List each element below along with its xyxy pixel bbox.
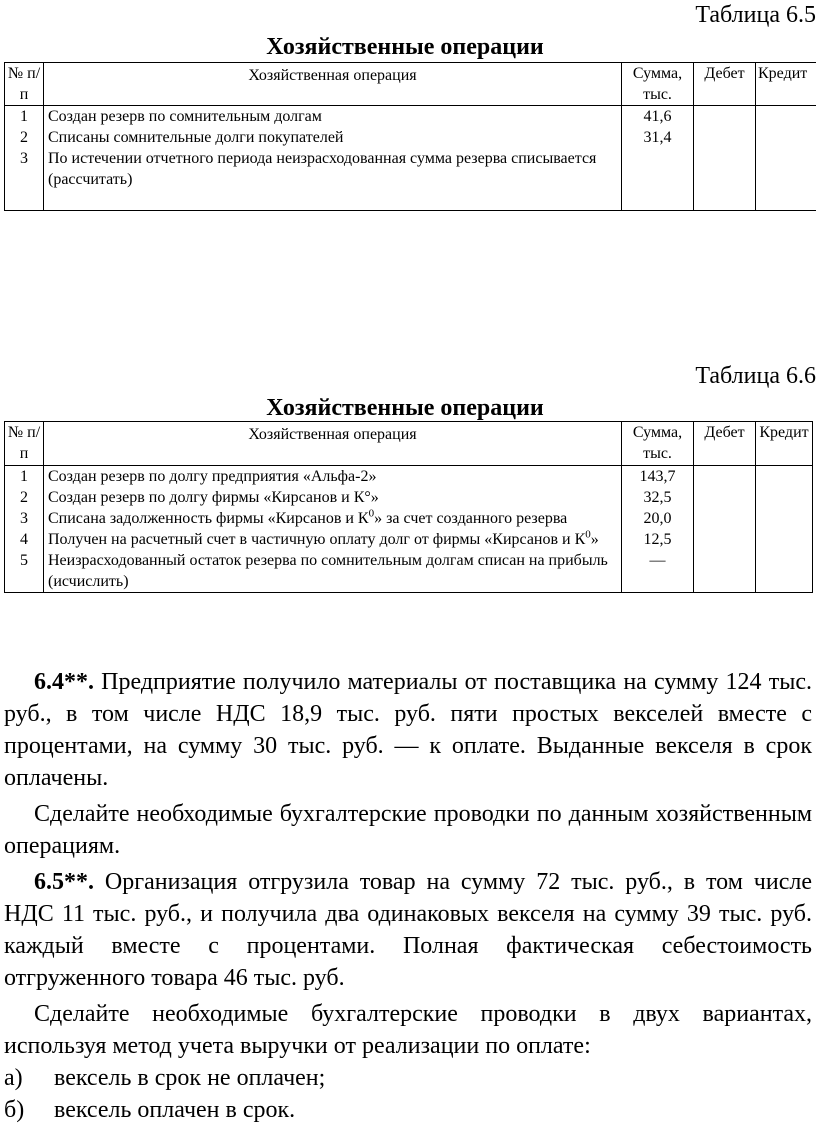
row-operation: Создан резерв по долгу предприятия «Альфа-2» bbox=[44, 466, 622, 488]
table-6-5-title-text: Хозяйственные операции bbox=[266, 34, 543, 60]
table-6-6-title bbox=[0, 395, 816, 422]
row-operation-text-end: » bbox=[591, 531, 599, 548]
row-debit bbox=[694, 508, 756, 529]
table-row bbox=[5, 487, 813, 508]
task-6-4-number: 6.4**. bbox=[34, 669, 94, 695]
header-amount: Сумма, тыс. bbox=[622, 63, 694, 106]
table-6-6-title-text: Хозяйственные операции bbox=[266, 395, 543, 421]
row-credit bbox=[756, 529, 813, 550]
row-credit bbox=[756, 466, 813, 488]
table-6-6-label: Таблица 6.6 bbox=[695, 363, 816, 390]
row-credit bbox=[756, 127, 816, 148]
row-credit bbox=[756, 550, 813, 593]
header-operation: Хозяйственная операция bbox=[44, 422, 622, 466]
row-num: 5 bbox=[5, 550, 44, 593]
row-debit bbox=[694, 487, 756, 508]
row-amount: 12,5 bbox=[622, 529, 694, 550]
header-num: № п/п bbox=[5, 422, 44, 466]
list-text: вексель в срок не оплачен; bbox=[54, 1062, 325, 1094]
table-6-5-title bbox=[0, 34, 816, 61]
row-operation: Неизрасходованный остаток резерва по сомнительным долгам списан на прибыль (исчислить) bbox=[44, 550, 622, 593]
task-6-5-text: Организация отгрузила товар на сумму 72 тыс. руб., в том числе НДС 11 тыс. руб., и получила два одинаковых векселя на сумму 39 тыс. руб. каждый вместе с процентами. Полная фактическая себестоимость отгруженного товара 46 тыс. руб. bbox=[4, 869, 812, 991]
header-debit: Дебет bbox=[694, 63, 756, 106]
row-amount: — bbox=[622, 550, 694, 593]
row-debit bbox=[694, 550, 756, 593]
row-num: 2 bbox=[5, 487, 44, 508]
row-operation-text-end: » за счет созданного резерва bbox=[374, 510, 567, 527]
header-operation: Хозяйственная операция bbox=[44, 63, 622, 106]
task-6-5-number: 6.5**. bbox=[34, 869, 94, 895]
task-6-4-instruction: Сделайте необходимые бухгалтерские проводки по данным хозяйственным операциям. bbox=[4, 798, 812, 862]
row-operation bbox=[44, 529, 622, 550]
list-item bbox=[4, 1062, 812, 1094]
row-operation: Списаны сомнительные долги покупателей bbox=[44, 127, 622, 148]
table-row bbox=[5, 508, 813, 529]
table-6-6 bbox=[4, 421, 813, 593]
task-6-4 bbox=[4, 666, 812, 794]
header-num: № п/п bbox=[5, 63, 44, 106]
list-text: вексель оплачен в срок. bbox=[54, 1094, 295, 1126]
row-operation bbox=[44, 508, 622, 529]
row-credit bbox=[756, 487, 813, 508]
row-num: 2 bbox=[5, 127, 44, 148]
table-row bbox=[5, 466, 813, 488]
row-num: 1 bbox=[5, 106, 44, 128]
list-marker: б) bbox=[4, 1094, 54, 1126]
table-6-5-label: Таблица 6.5 bbox=[695, 2, 816, 29]
superscript: 0 bbox=[585, 529, 591, 541]
row-debit bbox=[694, 529, 756, 550]
table-row bbox=[5, 127, 816, 148]
list-marker: а) bbox=[4, 1062, 54, 1094]
header-credit: Кредит bbox=[756, 63, 816, 106]
row-num: 3 bbox=[5, 508, 44, 529]
row-amount: 32,5 bbox=[622, 487, 694, 508]
header-credit: Кредит bbox=[756, 422, 813, 466]
table-row bbox=[5, 550, 813, 593]
list-item bbox=[4, 1094, 812, 1126]
row-debit bbox=[694, 106, 756, 128]
row-num: 1 bbox=[5, 466, 44, 488]
row-debit bbox=[694, 148, 756, 210]
table-row bbox=[5, 529, 813, 550]
row-debit bbox=[694, 466, 756, 488]
row-credit bbox=[756, 106, 816, 128]
superscript: 0 bbox=[369, 508, 375, 520]
table-row bbox=[5, 106, 816, 128]
row-amount: 20,0 bbox=[622, 508, 694, 529]
row-operation-text: Списана задолженность фирмы «Кирсанов и К bbox=[48, 510, 369, 527]
header-debit: Дебет bbox=[694, 422, 756, 466]
row-num: 3 bbox=[5, 148, 44, 210]
task-6-5 bbox=[4, 866, 812, 994]
task-6-4-text: Предприятие получило материалы от поставщика на сумму 124 тыс. руб., в том числе НДС 18,9 тыс. руб. пяти простых векселей вместе с процентами, на сумму 30 тыс. руб. — к оплате. Выданные векселя в срок оплачены. bbox=[4, 669, 812, 791]
row-credit bbox=[756, 148, 816, 210]
row-debit bbox=[694, 127, 756, 148]
table-row bbox=[5, 148, 816, 210]
row-credit bbox=[756, 508, 813, 529]
row-num: 4 bbox=[5, 529, 44, 550]
row-operation-text: Получен на расчетный счет в частичную оплату долг от фирмы «Кирсанов и К bbox=[48, 531, 585, 548]
task-6-5-instruction: Сделайте необходимые бухгалтерские проводки в двух вариантах, используя метод учета выручки от реализации по оплате: bbox=[4, 998, 812, 1062]
task-text bbox=[4, 666, 812, 1126]
row-operation: Создан резерв по сомнительным долгам bbox=[44, 106, 622, 128]
row-amount: 143,7 bbox=[622, 466, 694, 488]
row-amount bbox=[622, 148, 694, 210]
row-operation: По истечении отчетного периода неизрасходованная сумма резерва списывается (рассчитать) bbox=[44, 148, 622, 210]
row-amount: 41,6 bbox=[622, 106, 694, 128]
header-amount: Сумма, тыс. bbox=[622, 422, 694, 466]
table-6-5 bbox=[4, 62, 816, 211]
row-amount: 31,4 bbox=[622, 127, 694, 148]
row-operation: Создан резерв по долгу фирмы «Кирсанов и К°» bbox=[44, 487, 622, 508]
